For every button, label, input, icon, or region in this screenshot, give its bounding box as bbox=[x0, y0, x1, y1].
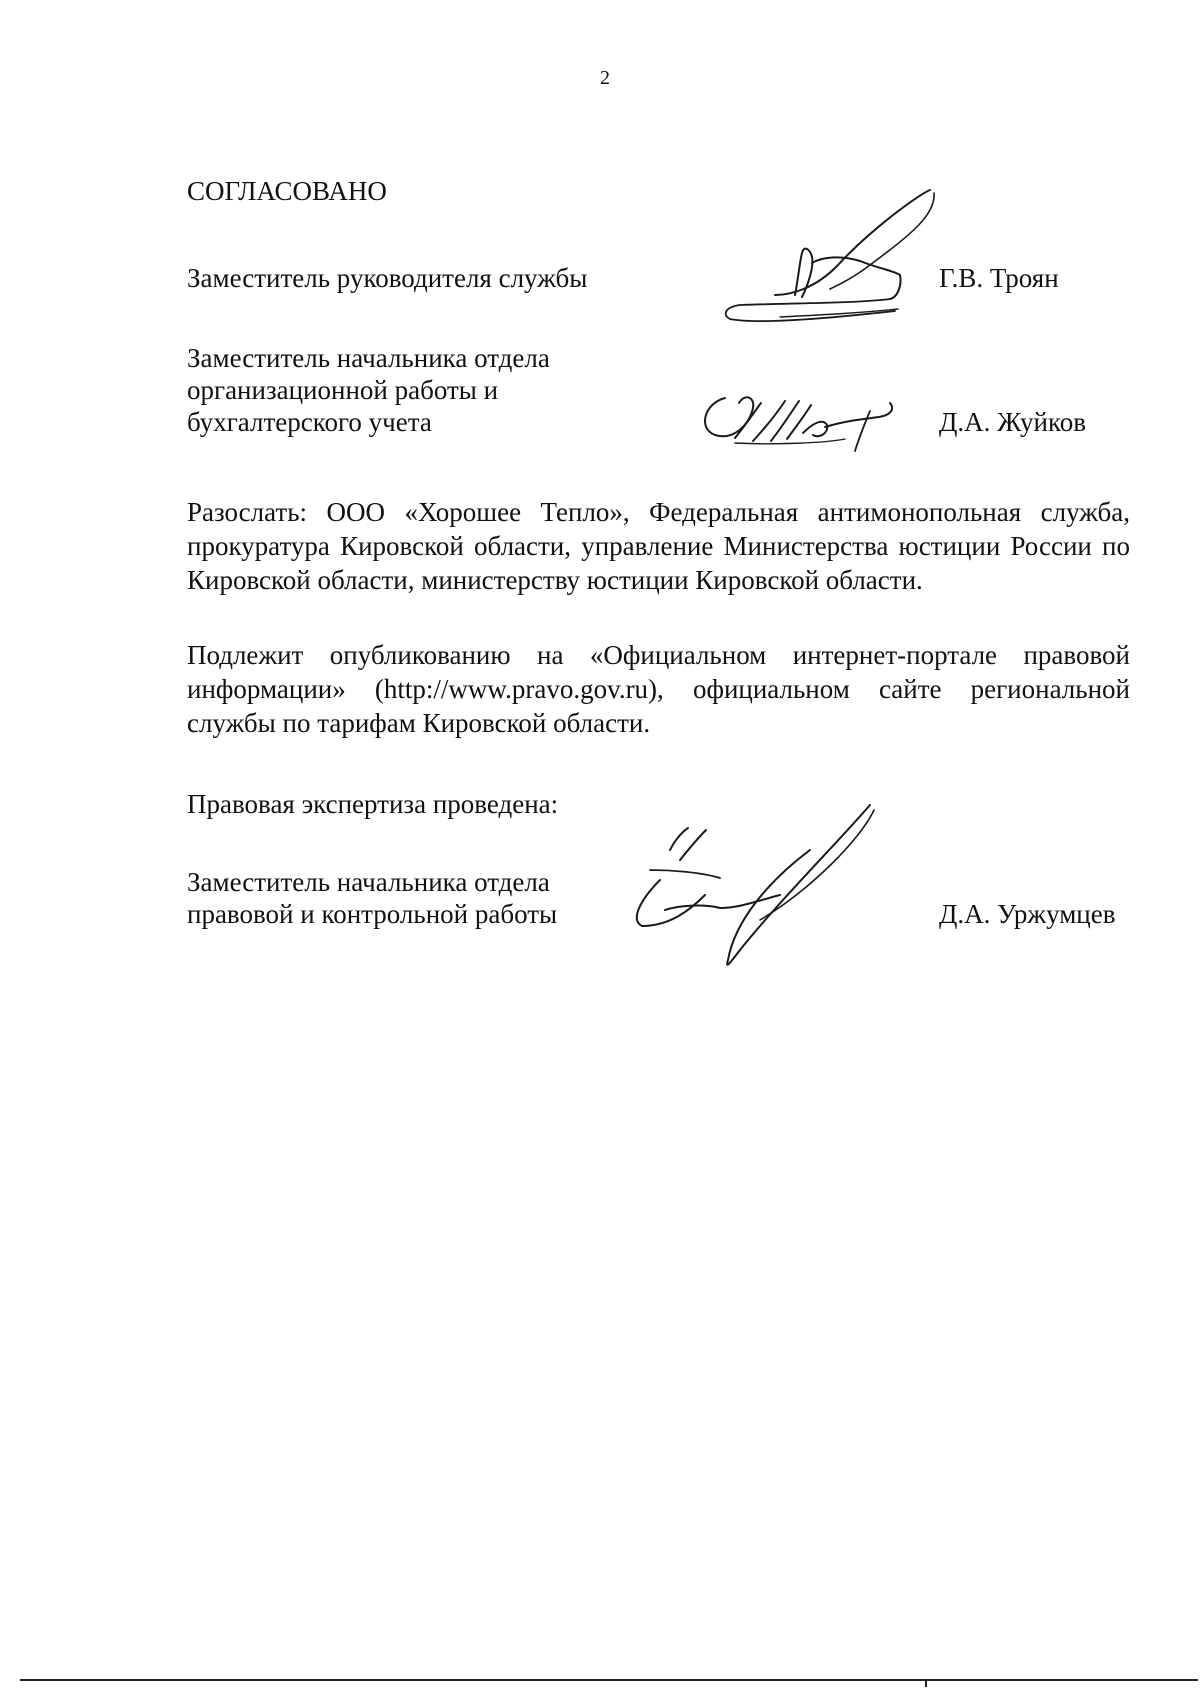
footer-rule-tick bbox=[925, 1679, 927, 1687]
legal-reviewer-position-line: Заместитель начальника отдела bbox=[187, 867, 550, 897]
legal-reviewer-position-line: правовой и контрольной работы bbox=[187, 899, 558, 929]
signatory-2-position bbox=[187, 342, 550, 438]
signature-2-image bbox=[695, 383, 905, 463]
legal-reviewer-name: Д.А. Уржумцев bbox=[939, 899, 1116, 929]
legal-review-heading: Правовая экспертиза проведена: bbox=[187, 789, 559, 819]
signatory-1-position-line: Заместитель руководителя службы bbox=[187, 263, 588, 293]
signatory-2-position-line: бухгалтерского учета bbox=[187, 407, 432, 437]
distribution-paragraph: Разослать: ООО «Хорошее Тепло», Федеральная антимонопольная служба, прокуратура Кировской области, управление Министерства юстиции России по Кировской области, министерству юстиции Кировской области. bbox=[187, 497, 1130, 595]
signatory-2-name: Д.А. Жуйков bbox=[939, 407, 1086, 437]
signatory-1-position bbox=[187, 262, 587, 294]
signature-3-image bbox=[610, 800, 880, 975]
approval-heading: СОГЛАСОВАНО bbox=[187, 176, 387, 206]
publication-paragraph: Подлежит опубликованию на «Официальном интернет-портале правовой информации» (http://www.pravo.gov.ru), официальном сайте региональной службы по тарифам Кировской области. bbox=[187, 640, 1130, 738]
signature-1-image bbox=[720, 185, 950, 335]
footer-rule bbox=[20, 1679, 1198, 1681]
signatory-1-name: Г.В. Троян bbox=[939, 263, 1059, 293]
legal-reviewer-position bbox=[187, 866, 557, 930]
signatory-2-position-line: организационной работы и bbox=[187, 375, 499, 405]
signatory-2-position-line: Заместитель начальника отдела bbox=[187, 343, 550, 373]
page-number: 2 bbox=[600, 67, 610, 89]
